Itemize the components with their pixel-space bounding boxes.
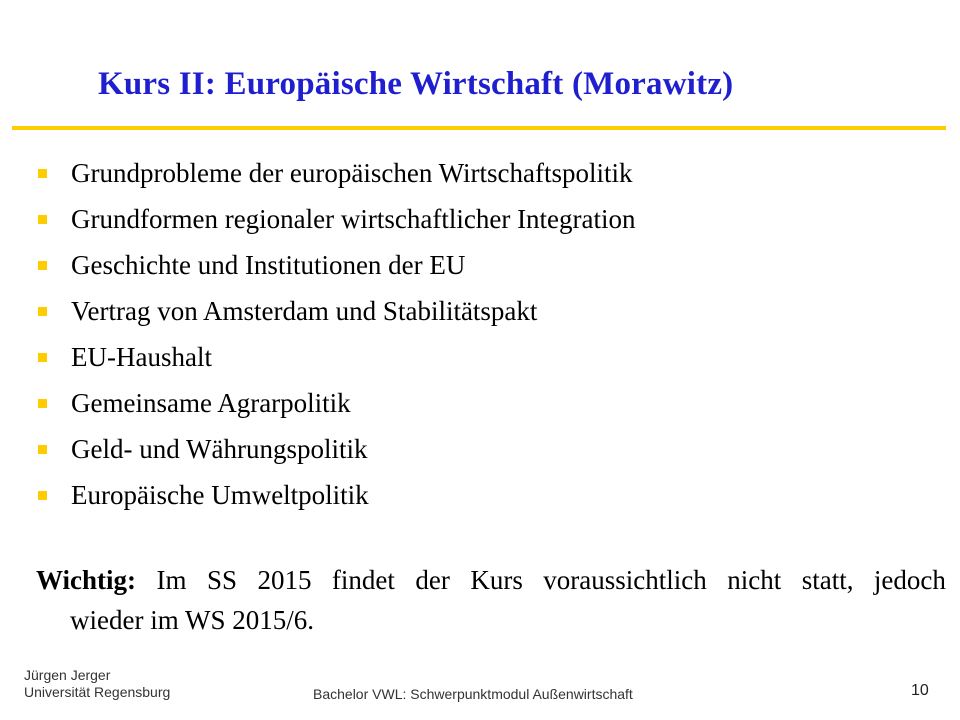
bullet-text: Geld- und Währungspolitik bbox=[71, 433, 368, 464]
square-bullet-icon bbox=[38, 445, 47, 454]
square-bullet-icon bbox=[38, 353, 47, 362]
note-line-1 bbox=[36, 560, 946, 600]
note-word: Kurs bbox=[470, 565, 523, 595]
list-item bbox=[36, 196, 636, 242]
footer-institution: Universität Regensburg bbox=[24, 684, 171, 700]
bullet-text: Geschichte und Institutionen der EU bbox=[71, 249, 466, 280]
slide-title: Kurs II: Europäische Wirtschaft (Morawitz) bbox=[98, 66, 734, 102]
bullet-list bbox=[36, 150, 636, 518]
square-bullet-icon bbox=[38, 215, 47, 224]
square-bullet-icon bbox=[38, 491, 47, 500]
list-item bbox=[36, 380, 636, 426]
list-item bbox=[36, 242, 636, 288]
list-item bbox=[36, 426, 636, 472]
list-item bbox=[36, 150, 636, 196]
note-word: 2015 bbox=[257, 565, 312, 595]
note-label: Wichtig: bbox=[36, 565, 136, 595]
square-bullet-icon bbox=[38, 307, 47, 316]
note-word: Im bbox=[156, 565, 187, 595]
footer-author: Jürgen Jerger bbox=[24, 667, 111, 683]
bullet-text: EU-Haushalt bbox=[71, 341, 212, 372]
note-line-2: wieder im WS 2015/6. bbox=[70, 605, 314, 635]
page-number: 10 bbox=[911, 682, 929, 699]
note-word: statt, bbox=[801, 565, 854, 595]
note-word: findet bbox=[331, 565, 395, 595]
square-bullet-icon bbox=[38, 169, 47, 178]
note-word: nicht bbox=[727, 565, 782, 595]
bullet-text: Gemeinsame Agrarpolitik bbox=[71, 387, 351, 418]
bullet-text: Europäische Umweltpolitik bbox=[71, 479, 369, 510]
footer-course: Bachelor VWL: Schwerpunktmodul Außenwirtschaft bbox=[313, 686, 633, 702]
bullet-text: Grundformen regionaler wirtschaftlicher Integration bbox=[71, 203, 636, 234]
bullet-text: Vertrag von Amsterdam und Stabilitätspakt bbox=[71, 295, 538, 326]
note-word: voraussichtlich bbox=[543, 565, 707, 595]
bullet-text: Grundprobleme der europäischen Wirtschaftspolitik bbox=[71, 157, 633, 188]
list-item bbox=[36, 288, 636, 334]
note-word: SS bbox=[206, 565, 237, 595]
list-item bbox=[36, 472, 636, 518]
title-divider bbox=[12, 126, 946, 130]
list-item bbox=[36, 334, 636, 380]
square-bullet-icon bbox=[38, 261, 47, 270]
square-bullet-icon bbox=[38, 399, 47, 408]
important-note bbox=[36, 560, 946, 640]
note-word: jedoch bbox=[873, 565, 946, 595]
note-word: der bbox=[415, 565, 450, 595]
footer-author-block bbox=[24, 667, 170, 701]
